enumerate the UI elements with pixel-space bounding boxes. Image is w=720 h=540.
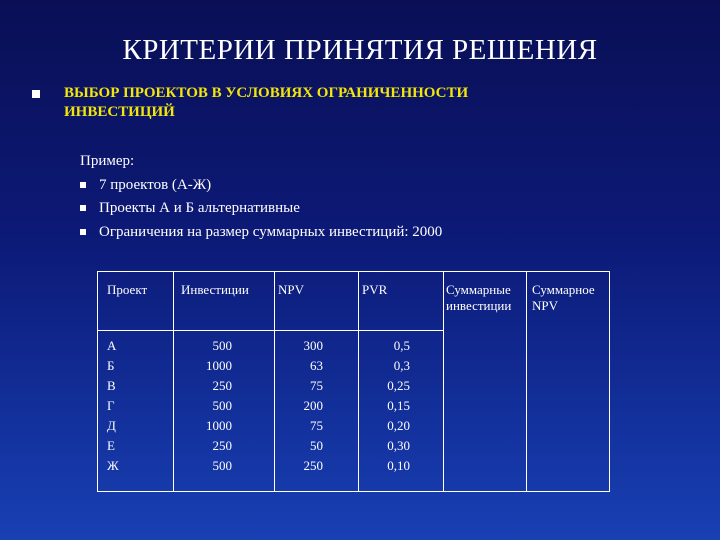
table-divider	[274, 272, 275, 491]
header-total-npv-line: NPV	[532, 298, 559, 313]
slide-title: КРИТЕРИИ ПРИНЯТИЯ РЕШЕНИЯ	[122, 34, 598, 66]
table-cell: А	[107, 338, 117, 353]
square-bullet-icon	[80, 182, 86, 188]
header-total-npv	[532, 282, 595, 314]
table-cell: 500	[212, 338, 232, 353]
table-cell: 0,10	[387, 458, 410, 473]
table-cell: 63	[310, 358, 323, 373]
table-cell: Б	[107, 358, 115, 373]
table-cell: 0,20	[387, 418, 410, 433]
table-cell: 1000	[206, 418, 232, 433]
sub-bullet	[80, 199, 300, 218]
table-cell: 250	[303, 458, 323, 473]
square-bullet-icon	[32, 90, 40, 98]
header-total-npv-line: Суммарное	[532, 282, 595, 297]
table-cell: 75	[310, 418, 323, 433]
column-investment	[180, 336, 232, 476]
table-cell: 500	[212, 458, 232, 473]
table-cell: В	[107, 378, 116, 393]
sub-bullet	[80, 176, 211, 195]
header-npv: NPV	[278, 282, 305, 297]
table-cell: 0,15	[387, 398, 410, 413]
header-total-investment-line: Суммарные	[446, 282, 511, 297]
sub-bullet-text: Проекты А и Б альтернативные	[99, 200, 300, 216]
header-investment: Инвестиции	[181, 282, 249, 297]
table-cell: 300	[303, 338, 323, 353]
table-cell: Е	[107, 438, 115, 453]
sub-bullet-text: Ограничения на размер суммарных инвестиций: 2000	[99, 224, 443, 240]
table-cell: 250	[212, 378, 232, 393]
projects-table	[97, 271, 610, 492]
table-header-divider	[98, 330, 444, 331]
table-cell: 500	[212, 398, 232, 413]
heading-line-1: ВЫБОР ПРОЕКТОВ В УСЛОВИЯХ ОГРАНИЧЕННОСТИ	[64, 85, 469, 101]
column-project	[107, 336, 147, 476]
table-cell: 50	[310, 438, 323, 453]
table-divider	[358, 272, 359, 491]
column-pvr	[360, 336, 410, 476]
square-bullet-icon	[80, 205, 86, 211]
table-cell: 0,30	[387, 438, 410, 453]
table-divider	[443, 272, 444, 491]
table-cell: Ж	[107, 458, 119, 473]
header-total-investment	[446, 282, 511, 314]
sub-bullet	[80, 223, 442, 242]
heading-line-2: ИНВЕСТИЦИЙ	[64, 104, 175, 120]
header-pvr: PVR	[362, 282, 388, 297]
section-heading	[64, 84, 468, 122]
table-cell: 0,25	[387, 378, 410, 393]
header-total-investment-line: инвестиции	[446, 298, 512, 313]
square-bullet-icon	[80, 229, 86, 235]
table-cell: 200	[303, 398, 323, 413]
table-cell: Д	[107, 418, 116, 433]
sub-bullet-text: 7 проектов (А-Ж)	[99, 177, 212, 193]
example-label: Пример:	[80, 153, 135, 169]
table-divider	[173, 272, 174, 491]
column-npv	[278, 336, 323, 476]
table-cell: Г	[107, 398, 115, 413]
table-cell: 1000	[206, 358, 232, 373]
table-cell: 250	[212, 438, 232, 453]
table-divider	[526, 272, 527, 491]
table-cell: 75	[310, 378, 323, 393]
main-bullet	[32, 84, 672, 122]
table-cell: 0,5	[393, 338, 410, 353]
table-cell: 0,3	[393, 358, 410, 373]
header-project: Проект	[107, 282, 148, 297]
